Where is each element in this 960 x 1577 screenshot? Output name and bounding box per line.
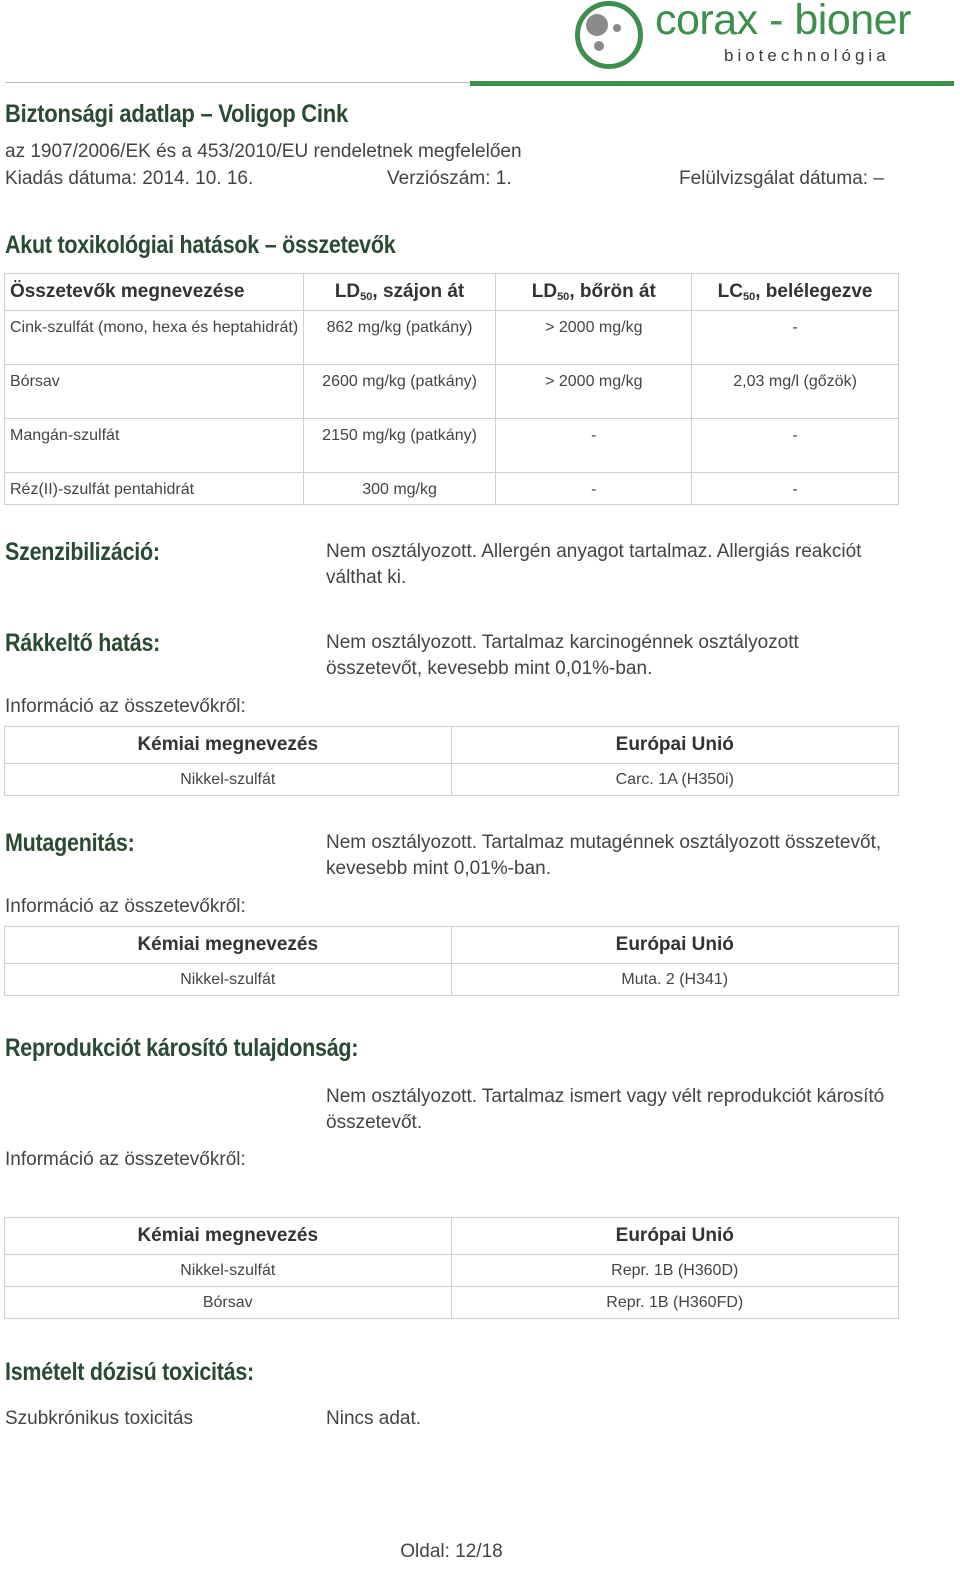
cell-name: Mangán-szulfát: [5, 419, 304, 473]
cell-name: Réz(II)-szulfát pentahidrát: [5, 473, 304, 505]
table-row: [5, 311, 899, 365]
col-header-eu: Európai Unió: [451, 1218, 898, 1255]
mutagenic-info-label: Információ az összetevőkről:: [5, 896, 246, 917]
cell-oral: 862 mg/kg (patkány): [303, 311, 496, 365]
reproductive-info-label: Információ az összetevőkről:: [5, 1149, 246, 1170]
cell-name: Cink-szulfát (mono, hexa és heptahidrát): [5, 311, 304, 365]
sensitization-heading: Szenzibilizáció:: [5, 538, 160, 566]
acute-toxicity-table: [4, 273, 899, 505]
col-header-oral: $LD_{50}$, szájon át: [303, 274, 496, 311]
carcinogenic-text: Nem osztályozott. Tartalmaz karcinogénnek osztályozott összetevőt, kevesebb mint 0,01%-ban.: [326, 632, 799, 679]
table-row: [5, 473, 899, 505]
cell-chemical: Nikkel-szulfát: [5, 964, 452, 996]
cell-oral: 300 mg/kg: [303, 473, 496, 505]
cell-eu: Repr. 1B (H360D): [451, 1255, 898, 1287]
logo-dot-large: [586, 14, 608, 36]
cell-chemical: Bórsav: [5, 1287, 452, 1319]
col-header-inhalation: $LC_{50}$, belélegezve: [692, 274, 899, 311]
cell-oral: 2150 mg/kg (patkány): [303, 419, 496, 473]
subchronic-value: Nincs adat.: [326, 1408, 422, 1429]
logo-mark: [575, 1, 643, 69]
table-header-row: [5, 274, 899, 311]
table-row: [5, 419, 899, 473]
cell-dermal: > 2000 mg/kg: [496, 365, 692, 419]
carcinogenic-info-label: Információ az összetevőkről:: [5, 696, 246, 717]
cell-dermal: -: [496, 419, 692, 473]
carcinogenic-table: [4, 726, 899, 796]
col-header-chemical: Kémiai megnevezés: [5, 727, 452, 764]
cell-dermal: > 2000 mg/kg: [496, 311, 692, 365]
logo-dot-medium: [594, 41, 604, 51]
cell-inhalation: 2,03 mg/l (gőzök): [692, 365, 899, 419]
issue-date: Kiadás dátuma: 2014. 10. 16.: [5, 168, 254, 189]
regulation-text: az 1907/2006/EK és a 453/2010/EU rendeletnek megfelelően: [5, 141, 522, 162]
cell-inhalation: -: [692, 311, 899, 365]
repeated-dose-heading: Ismételt dózisú toxicitás:: [5, 1358, 254, 1386]
header-divider-accent: [470, 81, 954, 86]
document-title: Biztonsági adatlap – Voligop Cink: [5, 100, 348, 128]
logo-brand: corax - bioner: [655, 0, 911, 44]
cell-chemical: Nikkel-szulfát: [5, 1255, 452, 1287]
table-row: [5, 964, 899, 996]
cell-name: Bórsav: [5, 365, 304, 419]
cell-eu: Muta. 2 (H341): [451, 964, 898, 996]
table-row: [5, 1287, 899, 1319]
mutagenic-text: Nem osztályozott. Tartalmaz mutagénnek osztályozott összetevőt, kevesebb mint 0,01%-ban.: [326, 832, 882, 879]
acute-toxicity-heading: Akut toxikológiai hatások – összetevők: [5, 231, 396, 259]
reproductive-heading: Reprodukciót károsító tulajdonság:: [5, 1034, 359, 1062]
table-row: [5, 365, 899, 419]
table-row: [5, 1255, 899, 1287]
col-header-chemical: Kémiai megnevezés: [5, 1218, 452, 1255]
cell-eu: Repr. 1B (H360FD): [451, 1287, 898, 1319]
table-header-row: [5, 727, 899, 764]
cell-inhalation: -: [692, 419, 899, 473]
subchronic-label: Szubkrónikus toxicitás: [5, 1408, 193, 1429]
sensitization-text: Nem osztályozott. Allergén anyagot tartalmaz. Allergiás reakciót válthat ki.: [326, 541, 862, 588]
col-header-eu: Európai Unió: [451, 927, 898, 964]
table-row: [5, 764, 899, 796]
carcinogenic-heading: Rákkeltő hatás:: [5, 629, 161, 657]
cell-oral: 2600 mg/kg (patkány): [303, 365, 496, 419]
logo-tagline: biotechnológia: [724, 46, 890, 65]
mutagenic-heading: Mutagenitás:: [5, 829, 135, 857]
table-header-row: [5, 927, 899, 964]
cell-eu: Carc. 1A (H350i): [451, 764, 898, 796]
review-date: Felülvizsgálat dátuma: –: [679, 168, 884, 189]
cell-inhalation: -: [692, 473, 899, 505]
col-header-chemical: Kémiai megnevezés: [5, 927, 452, 964]
reproductive-text: Nem osztályozott. Tartalmaz ismert vagy vélt reprodukciót károsító összetevőt.: [326, 1086, 885, 1133]
version-number: Verziószám: 1.: [387, 168, 512, 189]
header-divider-thin: [5, 82, 470, 83]
cell-chemical: Nikkel-szulfát: [5, 764, 452, 796]
col-header-dermal: $LD_{50}$, bőrön át: [496, 274, 692, 311]
col-header-name: Összetevők megnevezése: [5, 274, 304, 311]
cell-dermal: -: [496, 473, 692, 505]
mutagenic-table: [4, 926, 899, 996]
table-header-row: [5, 1218, 899, 1255]
reproductive-table: [4, 1217, 899, 1319]
col-header-eu: Európai Unió: [451, 727, 898, 764]
logo-dot-small: [613, 24, 621, 32]
page-number: Oldal: 12/18: [400, 1541, 503, 1562]
